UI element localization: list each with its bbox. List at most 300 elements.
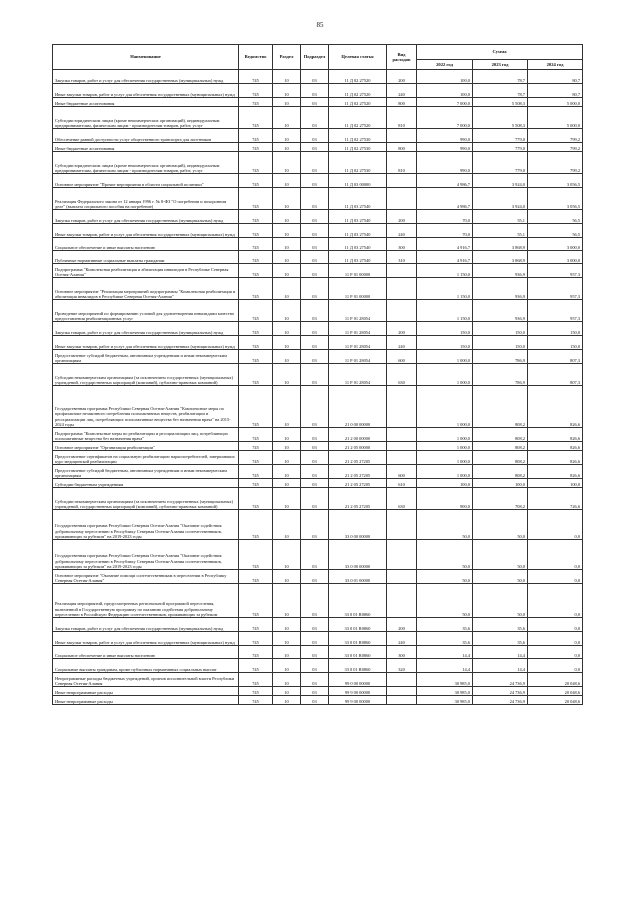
row-vid: 240 [387,632,417,646]
row-sum-2: 50,0 [473,584,528,618]
row-ved: 745 [239,632,273,646]
row-name: Закупка товаров, работ и услуг для обеспечения государственных (муниципальных) нужд [53,322,239,336]
row-stat: 11 Д 03 00000 [329,174,387,188]
table-row [53,152,583,174]
row-podrazd: 03 [301,322,329,336]
row-sum-3: 150,0 [528,322,583,336]
table-row [53,465,583,479]
row-sum-2: 50,0 [473,540,528,570]
row-stat: 99 9 00 00000 [329,687,387,696]
row-ved: 745 [239,322,273,336]
row-sum-1: 990,0 [417,143,473,152]
row-podrazd: 03 [301,336,329,350]
row-sum-2: 708,2 [473,488,528,510]
header-ved: Ведомство [239,45,273,70]
row-vid: 320 [387,659,417,673]
row-podrazd: 03 [301,687,329,696]
table-row [53,687,583,696]
row-podrazd: 03 [301,174,329,188]
row-sum-1: 14,4 [417,659,473,673]
row-sum-3: 799,2 [528,143,583,152]
row-sum-2: 150,0 [473,336,528,350]
row-stat: 33 0 00 00000 [329,510,387,540]
row-ved: 745 [239,84,273,98]
row-ved: 745 [239,618,273,632]
header-razd: Раздел [273,45,301,70]
row-vid [387,510,417,540]
row-sum-1: 30 985,0 [417,673,473,687]
row-sum-2: 808,2 [473,428,528,442]
row-podrazd: 03 [301,350,329,364]
row-sum-1: 30 985,0 [417,687,473,696]
row-podrazd: 03 [301,479,329,488]
row-name: Иные закупки товаров, работ и услуг для обеспечения государственных (муниципальных) нужд [53,84,239,98]
row-sum-3: 0,0 [528,618,583,632]
row-name: Подпрограмма "Комплексная реабилитация и абилитация инвалидов в Республике Северная Осетия-Алания" [53,264,239,278]
table-row [53,238,583,251]
row-razd: 10 [273,238,301,251]
row-stat: 11 Д 03 27540 [329,210,387,224]
row-sum-1: 1 150,0 [417,264,473,278]
row-sum-2: 808,2 [473,442,528,451]
row-vid: 200 [387,618,417,632]
row-razd: 10 [273,251,301,264]
row-sum-2: 5 508,3 [473,98,528,107]
row-vid [387,264,417,278]
table-row [53,174,583,188]
row-vid [387,278,417,300]
row-sum-1: 1 000,0 [417,386,473,428]
row-vid [387,442,417,451]
row-sum-2: 3 868,9 [473,238,528,251]
row-vid: 810 [387,152,417,174]
table-body [53,70,583,705]
row-sum-3: 100,0 [528,479,583,488]
row-name: Публичные нормативные социальные выплаты гражданам [53,251,239,264]
row-sum-3: 5 000,0 [528,98,583,107]
row-name: Обеспечение равной доступности услуг общественного транспорта для льготников [53,129,239,143]
row-razd: 10 [273,510,301,540]
row-sum-3: 5 000,0 [528,107,583,129]
row-sum-3: 799,2 [528,129,583,143]
row-stat: 33 0 00 00000 [329,540,387,570]
row-sum-1: 70,0 [417,224,473,238]
row-ved: 745 [239,428,273,442]
row-razd: 10 [273,143,301,152]
row-podrazd: 03 [301,646,329,659]
table-row [53,632,583,646]
row-sum-3: 3 000,0 [528,238,583,251]
header-vid: Вид расходов [387,45,417,70]
row-razd: 10 [273,322,301,336]
row-vid: 240 [387,84,417,98]
row-stat: 21 2 05 27205 [329,488,387,510]
table-row [53,278,583,300]
row-vid: 310 [387,251,417,264]
row-name: Проведение мероприятий по формированию условий для удовлетворения инвалидами качества предоставления реабилитационных услуг [53,300,239,322]
row-razd: 10 [273,264,301,278]
row-name: Основное мероприятие "Прочие мероприятия в области социальной политики" [53,174,239,188]
row-stat: 33 0 01 R0860 [329,618,387,632]
row-stat: 11 Р 01 28054 [329,350,387,364]
row-sum-2: 3 924,0 [473,174,528,188]
row-podrazd: 03 [301,264,329,278]
row-name: Государственная программа Республики Северная Осетия-Алания "Оказание содействия добровольному переселению в Республику Северная Осетия-Алания соотечественников, проживающих за рубежом" на 2019-2023 годы [53,510,239,540]
row-stat: 33 0 01 00000 [329,570,387,584]
row-sum-3: 0,0 [528,659,583,673]
row-vid [387,540,417,570]
row-razd: 10 [273,687,301,696]
row-stat: 11 Д 02 27520 [329,98,387,107]
row-ved: 745 [239,465,273,479]
row-ved: 745 [239,687,273,696]
row-ved: 745 [239,364,273,386]
row-sum-2: 78,7 [473,84,528,98]
row-name: Иные бюджетные ассигнования [53,143,239,152]
row-name: Иные закупки товаров, работ и услуг для обеспечения государственных (муниципальных) нужд [53,632,239,646]
row-podrazd: 03 [301,188,329,210]
table-row [53,188,583,210]
table-row [53,336,583,350]
row-ved: 745 [239,659,273,673]
row-ved: 745 [239,70,273,84]
header-stat: Целевая статья [329,45,387,70]
row-sum-3: 807,3 [528,364,583,386]
row-podrazd: 03 [301,618,329,632]
row-ved: 745 [239,696,273,705]
row-name: Основное мероприятие "Организация реабилитации" [53,442,239,451]
row-vid: 610 [387,479,417,488]
row-sum-2: 3 924,0 [473,188,528,210]
row-podrazd: 03 [301,364,329,386]
row-vid [387,673,417,687]
row-podrazd: 03 [301,238,329,251]
row-ved: 745 [239,570,273,584]
row-stat: 11 Д 03 27540 [329,224,387,238]
row-razd: 10 [273,98,301,107]
row-sum-3: 0,0 [528,570,583,584]
row-vid [387,451,417,465]
row-sum-1: 4 916,7 [417,238,473,251]
row-vid: 600 [387,465,417,479]
row-sum-1: 4 986,7 [417,188,473,210]
row-vid: 630 [387,488,417,510]
budget-table [52,44,583,705]
row-ved: 745 [239,584,273,618]
row-sum-2: 936,9 [473,264,528,278]
row-ved: 745 [239,646,273,659]
row-name: Субсидии юридическим лицам (кроме некоммерческих организаций), индивидуальным предпринимателям, физическим лицам - производителям товаров, работ, услуг [53,152,239,174]
row-name: Государственная программа Республики Северная Осетия-Алания "Оказание содействия добровольному переселению в Республику Северная Осетия-Алания соотечественников, проживающих за рубежом" на 2019-2023 годы [53,540,239,570]
row-name: Иные непрограммные расходы [53,687,239,696]
header-year-2: 2023 год [473,60,528,70]
row-razd: 10 [273,488,301,510]
row-razd: 10 [273,350,301,364]
row-sum-2: 14,4 [473,646,528,659]
table-row [53,540,583,570]
table-row [53,224,583,238]
header-year-1: 2022 год [417,60,473,70]
row-stat: 21 2 00 00000 [329,428,387,442]
row-sum-1: 50,0 [417,584,473,618]
row-ved: 745 [239,129,273,143]
row-sum-3: 957,3 [528,278,583,300]
row-ved: 745 [239,300,273,322]
row-sum-2: 5 508,3 [473,107,528,129]
row-stat: 33 0 01 R0860 [329,659,387,673]
row-vid: 240 [387,224,417,238]
row-vid [387,696,417,705]
row-stat: 11 Д 02 27530 [329,143,387,152]
row-sum-2: 808,2 [473,465,528,479]
row-sum-1: 990,0 [417,129,473,143]
row-razd: 10 [273,188,301,210]
row-ved: 745 [239,350,273,364]
row-sum-1: 14,4 [417,646,473,659]
row-stat: 21 2 05 27205 [329,451,387,465]
row-vid: 810 [387,107,417,129]
row-ved: 745 [239,510,273,540]
row-name: Реализация Федерального закона от 12 января 1996 г. № 8-ФЗ "О погребении и похоронном деле" (выплата социального пособия на погребение) [53,188,239,210]
row-sum-1: 1 150,0 [417,278,473,300]
row-name: Предоставление сертификатов на социальную реабилитацию наркопотребителей, завершивших курс медицинской реабилитации [53,451,239,465]
row-ved: 745 [239,451,273,465]
row-razd: 10 [273,632,301,646]
row-sum-2: 150,0 [473,322,528,336]
row-razd: 10 [273,465,301,479]
row-podrazd: 03 [301,300,329,322]
row-ved: 745 [239,210,273,224]
table-row [53,451,583,465]
row-razd: 10 [273,618,301,632]
row-stat: 11 Д 03 27540 [329,188,387,210]
row-razd: 10 [273,442,301,451]
header-name: Наименование [53,45,239,70]
row-stat: 11 Р 01 00000 [329,278,387,300]
row-sum-3: 0,0 [528,510,583,540]
row-sum-1: 4 986,7 [417,174,473,188]
row-name: Государственная программа Республики Северная Осетия-Алания "Комплексные меры по профилактике незаконного потребления психоактивных веществ, реабилитации и ресоциализации лиц, потребляющих психоактивные вещества без назначения врача" на 2015-2024 годы [53,386,239,428]
table-row [53,350,583,364]
row-sum-2: 808,2 [473,386,528,428]
row-vid [387,300,417,322]
row-sum-3: 80,7 [528,84,583,98]
row-vid [387,188,417,210]
row-ved: 745 [239,386,273,428]
row-name: Закупка товаров, работ и услуг для обеспечения государственных (муниципальных) нужд [53,70,239,84]
row-razd: 10 [273,479,301,488]
row-sum-3: 826,6 [528,451,583,465]
row-vid: 300 [387,646,417,659]
row-sum-3: 726,6 [528,488,583,510]
row-podrazd: 03 [301,224,329,238]
table-row [53,210,583,224]
row-sum-1: 1 000,0 [417,451,473,465]
row-podrazd: 03 [301,510,329,540]
row-podrazd: 03 [301,696,329,705]
row-stat: 11 Д 02 27520 [329,84,387,98]
table-row [53,129,583,143]
table-row [53,364,583,386]
table-row [53,584,583,618]
row-podrazd: 03 [301,210,329,224]
row-name: Иные закупки товаров, работ и услуг для обеспечения государственных (муниципальных) нужд [53,336,239,350]
row-ved: 745 [239,540,273,570]
row-razd: 10 [273,696,301,705]
row-sum-1: 900,0 [417,488,473,510]
table-row [53,673,583,687]
row-sum-1: 100,0 [417,70,473,84]
row-podrazd: 03 [301,278,329,300]
table-row [53,143,583,152]
row-vid [387,570,417,584]
row-podrazd: 03 [301,632,329,646]
row-stat: 11 Д 02 27520 [329,70,387,84]
row-podrazd: 03 [301,584,329,618]
row-sum-2: 779,0 [473,152,528,174]
row-sum-1: 35,6 [417,632,473,646]
row-sum-2: 50,0 [473,510,528,540]
row-podrazd: 03 [301,540,329,570]
row-razd: 10 [273,584,301,618]
row-sum-1: 150,0 [417,322,473,336]
row-sum-1: 1 000,0 [417,364,473,386]
header-podrazd: Подраздел [301,45,329,70]
row-stat: 11 Д 02 27520 [329,107,387,129]
row-sum-2: 55,1 [473,210,528,224]
table-row [53,570,583,584]
row-sum-1: 1 000,0 [417,350,473,364]
table-row [53,618,583,632]
row-name: Закупка товаров, работ и услуг для обеспечения государственных (муниципальных) нужд [53,618,239,632]
row-sum-1: 50,0 [417,570,473,584]
table-row [53,84,583,98]
row-ved: 745 [239,224,273,238]
table-row [53,479,583,488]
row-sum-1: 1 000,0 [417,442,473,451]
row-razd: 10 [273,278,301,300]
table-row [53,264,583,278]
row-razd: 10 [273,336,301,350]
row-name: Непрограммные расходы бюджетных учреждений, органов исполнительной власти Республики Северная Осетия-Алания [53,673,239,687]
row-razd: 10 [273,659,301,673]
row-sum-3: 826,6 [528,442,583,451]
row-ved: 745 [239,188,273,210]
table-row [53,442,583,451]
row-ved: 745 [239,479,273,488]
row-podrazd: 03 [301,251,329,264]
row-stat: 11 Р 01 28054 [329,364,387,386]
page-number: 85 [316,21,324,29]
row-podrazd: 03 [301,152,329,174]
table-row [53,300,583,322]
row-ved: 745 [239,264,273,278]
row-name: Социальные выплаты гражданам, кроме публичных нормативных социальных выплат [53,659,239,673]
row-ved: 745 [239,488,273,510]
row-razd: 10 [273,300,301,322]
header-summa: Сумма [417,45,583,60]
row-podrazd: 03 [301,465,329,479]
row-razd: 10 [273,386,301,428]
row-name: Субсидии некоммерческим организациям (за исключением государственных (муниципальных) учреждений, государственных корпораций (компаний), публично-правовых компаний) [53,364,239,386]
row-vid [387,174,417,188]
table-row [53,696,583,705]
row-razd: 10 [273,364,301,386]
row-sum-2: 779,0 [473,129,528,143]
row-vid: 300 [387,238,417,251]
row-sum-3: 807,3 [528,350,583,364]
row-name: Субсидии юридическим лицам (кроме некоммерческих организаций), индивидуальным предпринимателям, физическим лицам - производителям товаров, работ, услуг [53,107,239,129]
row-sum-3: 826,6 [528,428,583,442]
row-stat: 99 9 00 00000 [329,696,387,705]
row-vid: 800 [387,98,417,107]
row-ved: 745 [239,143,273,152]
row-stat: 11 Д 02 27530 [329,129,387,143]
row-sum-3: 20 048,6 [528,696,583,705]
row-vid: 200 [387,210,417,224]
row-sum-2: 779,0 [473,143,528,152]
row-sum-2: 50,0 [473,570,528,584]
row-ved: 745 [239,174,273,188]
row-name: Предоставление субсидий бюджетным, автономным учреждениям и иным некоммерческим организациям [53,350,239,364]
row-podrazd: 03 [301,488,329,510]
row-vid [387,584,417,618]
row-sum-1: 990,0 [417,152,473,174]
row-stat: 33 0 01 R0860 [329,646,387,659]
row-podrazd: 03 [301,673,329,687]
row-razd: 10 [273,107,301,129]
row-sum-3: 150,0 [528,336,583,350]
row-name: Субсидии бюджетным учреждениям [53,479,239,488]
row-ved: 745 [239,278,273,300]
row-sum-3: 20 048,6 [528,687,583,696]
row-sum-2: 786,9 [473,350,528,364]
row-vid: 200 [387,322,417,336]
row-podrazd: 03 [301,442,329,451]
row-razd: 10 [273,428,301,442]
row-podrazd: 03 [301,659,329,673]
row-sum-2: 786,9 [473,364,528,386]
row-name: Закупка товаров, работ и услуг для обеспечения государственных (муниципальных) нужд [53,210,239,224]
row-podrazd: 03 [301,129,329,143]
row-sum-2: 100,0 [473,479,528,488]
row-sum-1: 150,0 [417,336,473,350]
row-podrazd: 03 [301,428,329,442]
row-vid [387,428,417,442]
row-stat: 11 Р 01 28054 [329,336,387,350]
row-sum-1: 100,0 [417,84,473,98]
row-name: Предоставление субсидий бюджетным, автономным учреждениям и иным некоммерческим организациям [53,465,239,479]
row-podrazd: 03 [301,386,329,428]
row-stat: 21 0 00 00000 [329,386,387,428]
row-razd: 10 [273,129,301,143]
row-ved: 745 [239,152,273,174]
row-razd: 10 [273,673,301,687]
row-podrazd: 03 [301,84,329,98]
table-row [53,322,583,336]
row-stat: 11 Р 01 28054 [329,300,387,322]
row-razd: 10 [273,646,301,659]
row-podrazd: 03 [301,451,329,465]
row-razd: 10 [273,84,301,98]
row-sum-2: 14,4 [473,659,528,673]
row-sum-3: 56,5 [528,224,583,238]
row-sum-1: 7 000,0 [417,107,473,129]
row-vid: 800 [387,143,417,152]
row-podrazd: 03 [301,70,329,84]
table-row [53,251,583,264]
row-sum-1: 1 000,0 [417,428,473,442]
